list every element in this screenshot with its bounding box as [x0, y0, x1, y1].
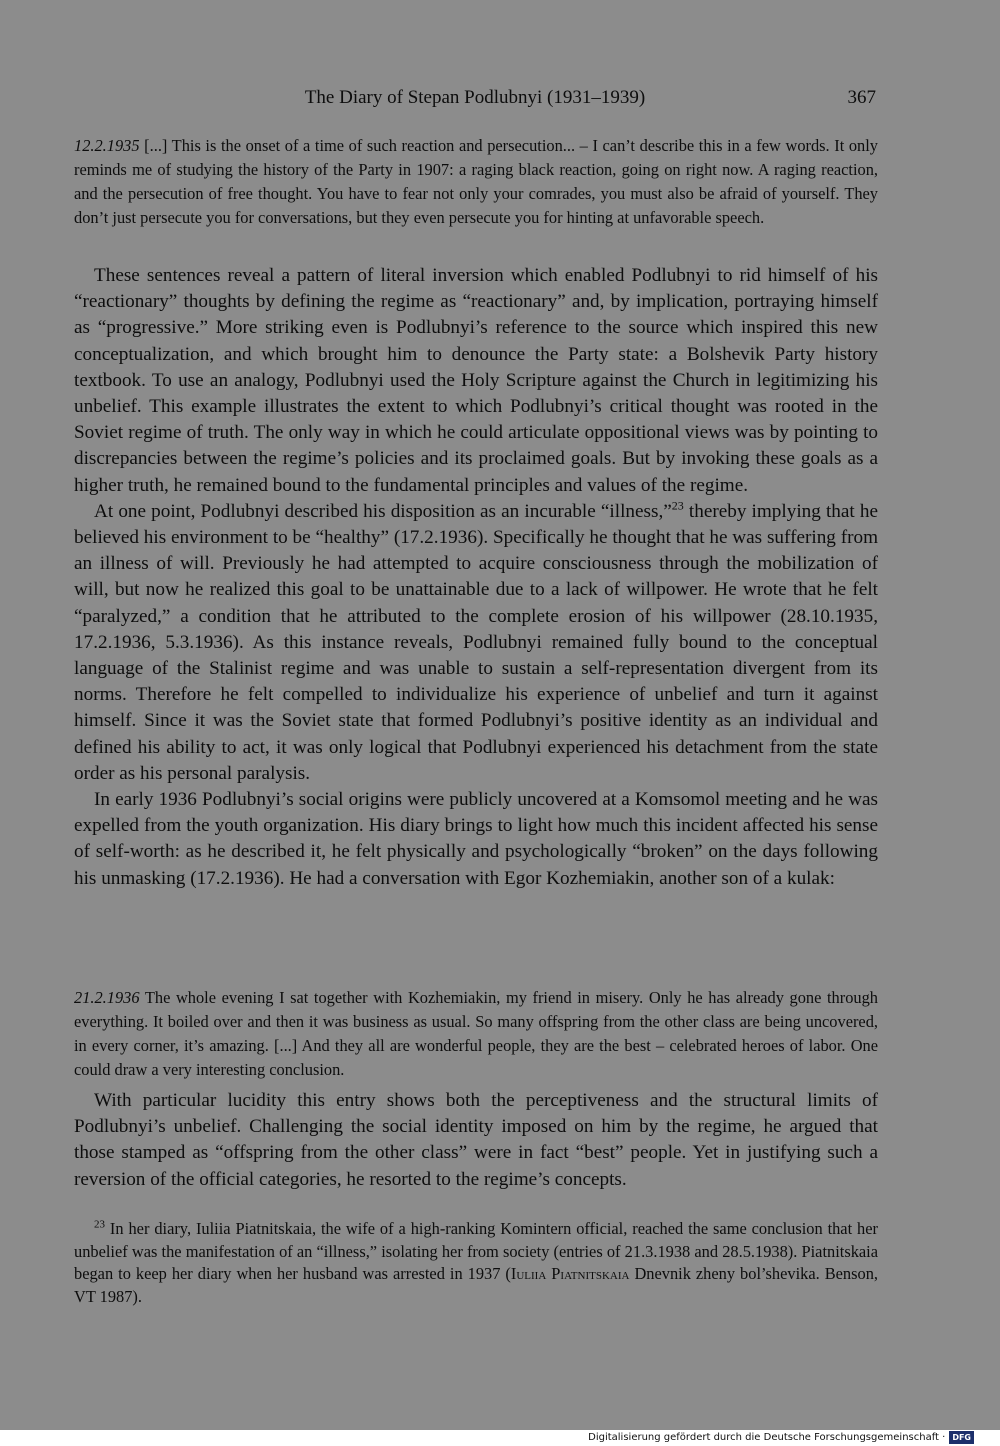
- footnote-text: In her diary, Iuliia Piatnitskaia, the wife of a high-ranking Komintern official, reached the same conclusion that her unbelief was the manifestation of an “illness,” isolating her from society (entries of 21.3.1938 and 28.5.1938). Piatnitskaia began to keep her diary when her husband was arrested in 1937 (: [74, 1219, 878, 1283]
- footnote-author: Iuliia Piatnitskaia: [510, 1264, 630, 1283]
- body-paragraph: These sentences reveal a pattern of literal inversion which enabled Podlubnyi to rid himself of his “reactionary” thoughts by defining the regime as “reactionary” and, by implication, portraying himself as “progressive.” More striking even is Podlubnyi’s reference to the source which inspired this new conceptualization, and which brought him to denounce the Party state: a Bolshevik Party history textbook. To use an analogy, Podlubnyi used the Holy Scripture against the Church in legitimizing his unbelief. This example illustrates the extent to which Podlubnyi’s critical thought was rooted in the Soviet regime of truth. The only way in which he could articulate oppositional views was by pointing to discrepancies between the regime’s policies and its proclaimed goals. But by invoking these goals as a higher truth, he remained bound to the fundamental principles and values of the regime.: [74, 265, 878, 496]
- quote-date: 21.2.1936: [74, 988, 140, 1007]
- footnote-marker: 23: [94, 1218, 105, 1231]
- dfg-logo: DFG: [949, 1431, 974, 1444]
- running-title: The Diary of Stepan Podlubnyi (1931–1939): [304, 87, 646, 108]
- body-paragraph: In early 1936 Podlubnyi’s social origins were publicly uncovered at a Komsomol meeting and he was expelled from the youth organization. His diary brings to light how much this incident affected his sense of self-worth: as he described it, he felt physically and psychologically “broken” on the days following his unmasking (17.2.1936). He had a conversation with Egor Kozhemiakin, another son of a kulak:: [74, 789, 878, 889]
- diary-quote-2: [74, 986, 878, 1082]
- body-paragraph: With particular lucidity this entry shows both the perceptiveness and the structural limits of Podlubnyi’s unbelief. Challenging the social identity imposed on him by the regime, he argued that those stamped as “offspring from the other class” were in fact “best” people. Yet in justifying such a reversion of the official categories, he resorted to the regime’s concepts.: [74, 1090, 878, 1190]
- body-text-upper: [74, 263, 878, 892]
- quote-text: [...] This is the onset of a time of such reaction and persecution... – I can’t describe this in a few words. It only reminds me of studying the history of the Party in 1907: a raging black reaction, going on right now. A raging reaction, and the persecution of free thought. You have to fear not only your comrades, you must also be afraid of yourself. They don’t just persecute you for conversations, but they even persecute you for hinting at unfavorable speech.: [74, 136, 878, 227]
- running-head: [74, 86, 876, 112]
- quote-text: The whole evening I sat together with Kozhemiakin, my friend in misery. Only he has already gone through everything. It boiled over and then it was business as usual. So many offspring from the other class are being uncovered, in every corner, it’s amazing. [...] And they all are wonderful people, they are the best – celebrated heroes of labor. One could draw a very interesting conclusion.: [74, 988, 878, 1079]
- digitization-credit: [588, 1430, 974, 1444]
- footnote-reference: 23: [671, 498, 684, 513]
- body-paragraph: [74, 499, 878, 787]
- paragraph-text: At one point, Podlubnyi described his disposition as an incurable “illness,”: [94, 500, 672, 522]
- body-text-lower: [74, 1088, 878, 1193]
- quote-date: 12.2.1935: [74, 136, 140, 155]
- diary-quote-1: [74, 134, 878, 230]
- paragraph-text: thereby implying that he believed his environment to be “healthy” (17.2.1936). Specifically he thought that he was suffering from an illness of will. Previously he had attempted to acquire consciousness through the mobilization of will, but now he realized this goal to be unattainable due to a lack of willpower. He wrote that he felt “paralyzed,” a condition that he attributed to the complete erosion of his willpower (28.10.1935, 17.2.1936, 5.3.1936). As this instance reveals, Podlubnyi remained fully bound to the conceptual language of the Stalinist regime and was unable to sustain a self-representation divergent from its norms. Therefore he felt compelled to individualize his experience of unbelief and turn it against himself. Since it was the Soviet state that formed Podlubnyi’s positive identity as an individual and defined his ability to act, it was only logical that Podlubnyi experienced his detachment from the state order as his personal paralysis.: [74, 500, 878, 784]
- page-number: 367: [847, 87, 876, 108]
- credit-text: Digitalisierung gefördert durch die Deutsche Forschungsgemeinschaft ·: [588, 1431, 946, 1443]
- footnote: [74, 1218, 878, 1308]
- footnote-text: Dnevnik zheny bol’shevika. Benson, VT 1987).: [74, 1264, 878, 1306]
